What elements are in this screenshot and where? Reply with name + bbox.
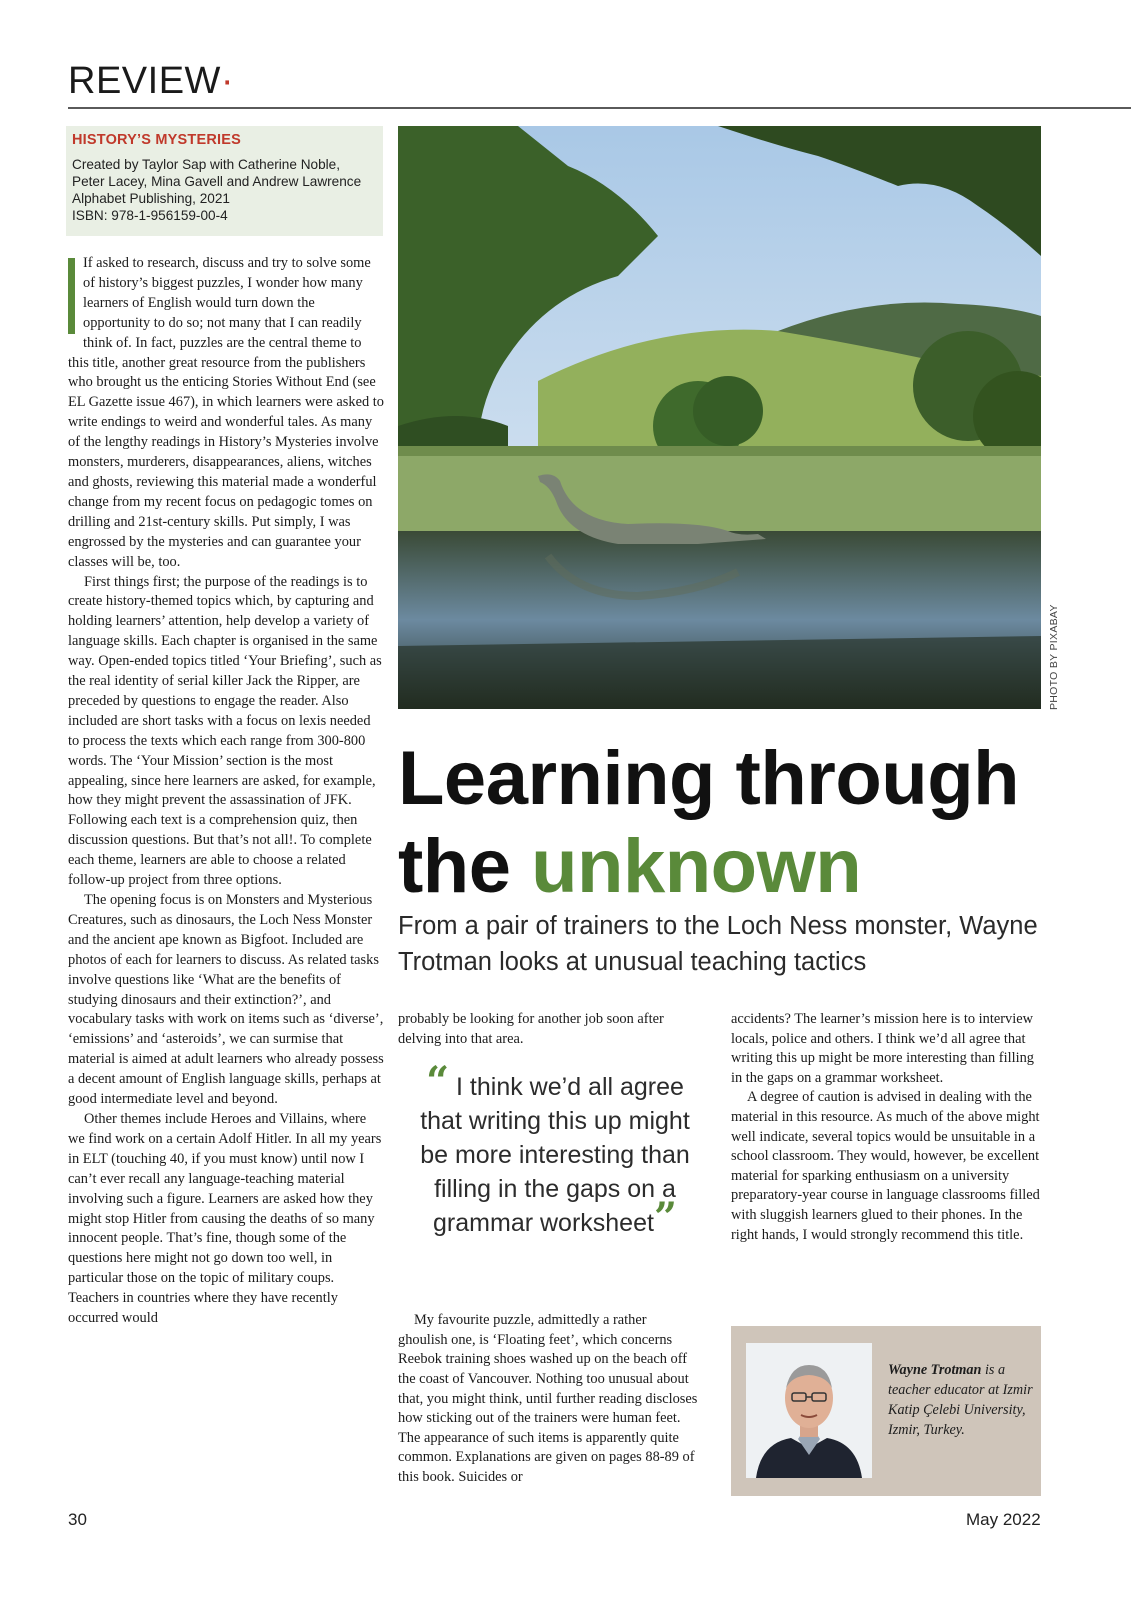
author-description: is a teacher educator at Izmir Katip Çelebi University, Izmir, Turkey. — [888, 1362, 1033, 1438]
pull-quote — [410, 1058, 700, 1241]
middle-paragraph-1: probably be looking for another job soon after delving into that area. — [398, 1011, 664, 1047]
book-info-box — [66, 126, 383, 236]
headline-line-2 — [398, 823, 1098, 911]
headline — [398, 735, 1098, 911]
section-dot: · — [220, 60, 235, 102]
open-quote-icon: “ — [426, 1058, 450, 1105]
issue-date: May 2022 — [966, 1510, 1041, 1529]
author-photo — [746, 1343, 872, 1478]
standfirst: From a pair of trainers to the Loch Ness monster, Wayne Trotman looks at unusual teaching tactics — [398, 912, 1038, 976]
book-details — [72, 156, 383, 224]
pull-quote-text: I think we’d all agree that writing this up might be more interesting than filling in the gaps on a grammar worksheet — [420, 1073, 690, 1237]
photo-credit: PHOTO BY PIXABAY — [1048, 604, 1060, 710]
loch-ness-photo — [398, 126, 1041, 709]
drop-cap-bar — [68, 258, 75, 334]
left-paragraph-1: If asked to research, discuss and try to solve some of history’s biggest puzzles, I wonder how many learners of English would turn down the opportunity to do so; not many that I can readily think of. In fact, puzzles are the central theme to this title, another great resource from the publishers who brought us the enticing Stories Without End (see EL Gazette issue 467), in which learners were asked to write endings to weird and wonderful tales. As many of the lengthy readings in History’s Mysteries involve monsters, murderers, disappearances, aliens, witches and ghosts, reviewing this material made a wonderful change from my recent focus on pedagogic tomes on drilling and 21st-century skills. Put simply, I was engrossed by the mysteries and can guarantee your classes will be, too. — [68, 255, 384, 570]
left-paragraph-2: First things first; the purpose of the readings is to create history-themed topics which, by capturing and holding learners’ attention, help develop a variety of language skills. Each chapter is organised in the same way. Open-ended topics titled ‘Your Briefing’, such as the real identity of serial killer Jack the Ripper, are preceded by questions to engage the reader. Also included are short tasks with a focus on lexis needed to process the texts which each range from 300-800 words. The ‘Your Mission’ section is the most appealing, since here learners are asked, for example, how they might prevent the assassination of JFK. Following each text is a comprehension quiz, then discussion questions. But that’s not all!. To complete each theme, learners are able to choose a related follow-up project from three options. — [68, 573, 382, 889]
book-credits-line-2: Peter Lacey, Mina Gavell and Andrew Lawrence — [72, 174, 362, 189]
loch-ness-illustration — [398, 126, 1041, 709]
author-portrait — [746, 1343, 872, 1478]
left-paragraph-4: Other themes include Heroes and Villains, where we find work on a certain Adolf Hitler. In all my years in ELT (touching 40, if you must know) until now I can’t ever recall any language-teaching material involving such a figure. Learners are asked how they might stop Hitler from causing the deaths of so many innocent people. That’s fine, though some of the questions here might not go down too well, in particular those on the topic of military coups. Teachers in countries where they have recently occurred would — [68, 1110, 382, 1327]
book-isbn: ISBN: 978-1-956159-00-4 — [72, 208, 228, 223]
author-bio — [888, 1360, 1038, 1440]
page-number: 30 — [68, 1510, 87, 1529]
middle-paragraph-2: My favourite puzzle, admittedly a rather ghoulish one, is ‘Floating feet’, which concerns Reebok training shoes washed up on the beach off the coast of Vancouver. Nothing too unusual about that, you might think, until further reading discloses how sticking out of the trainers were human feet. The appearance of such items is apparently quite common. Explanations are given on pages 88-89 of this book. Suicides or — [398, 1312, 698, 1485]
left-column — [68, 254, 384, 1329]
right-paragraph-2: A degree of caution is advised in dealing with the material in this resource. As much of the above might well indicate, several topics would be unsuitable in a school classroom. They would, however, be excellent material for sparking enthusiasm on a university preparatory-year course in language classrooms filled with sluggish learners glued to their phones. In the right hands, I would strongly recommend this title. — [731, 1089, 1040, 1243]
headline-line-1: Learning through — [398, 736, 1020, 821]
headline-accent-word: unknown — [531, 824, 862, 909]
right-column — [731, 1010, 1041, 1245]
left-paragraph-3: The opening focus is on Monsters and Mysterious Creatures, such as dinosaurs, the Loch Ness Monster and the ancient ape known as Bigfoot. Included are photos of each for learners to discuss. As related tasks involve questions like ‘What are the benefits of studying dinosaurs and their extinction?’, and vocabulary tasks with work on items such as ‘diverse’, ‘emissions’ and ‘asteroids’, we can surmise that material is aimed at adult learners who already possess a decent amount of English language skills, perhaps at good intermediate level and beyond. — [68, 892, 384, 1108]
book-publisher: Alphabet Publishing, 2021 — [72, 191, 230, 206]
book-title: HISTORY’S MYSTERIES — [72, 132, 241, 148]
author-name: Wayne Trotman — [888, 1362, 982, 1378]
section-title — [68, 60, 234, 103]
header-rule — [68, 107, 1131, 109]
right-paragraph-1: accidents? The learner’s mission here is to interview locals, police and others. I think we’d all agree that writing this up might be more interesting than filling in the gaps on a grammar worksheet. — [731, 1011, 1034, 1086]
book-credits-line-1: Created by Taylor Sap with Catherine Noble, — [72, 157, 340, 172]
headline-line-2-start: the — [398, 824, 532, 909]
close-quote-icon: ” — [653, 1194, 677, 1241]
section-label: REVIEW — [68, 60, 221, 102]
